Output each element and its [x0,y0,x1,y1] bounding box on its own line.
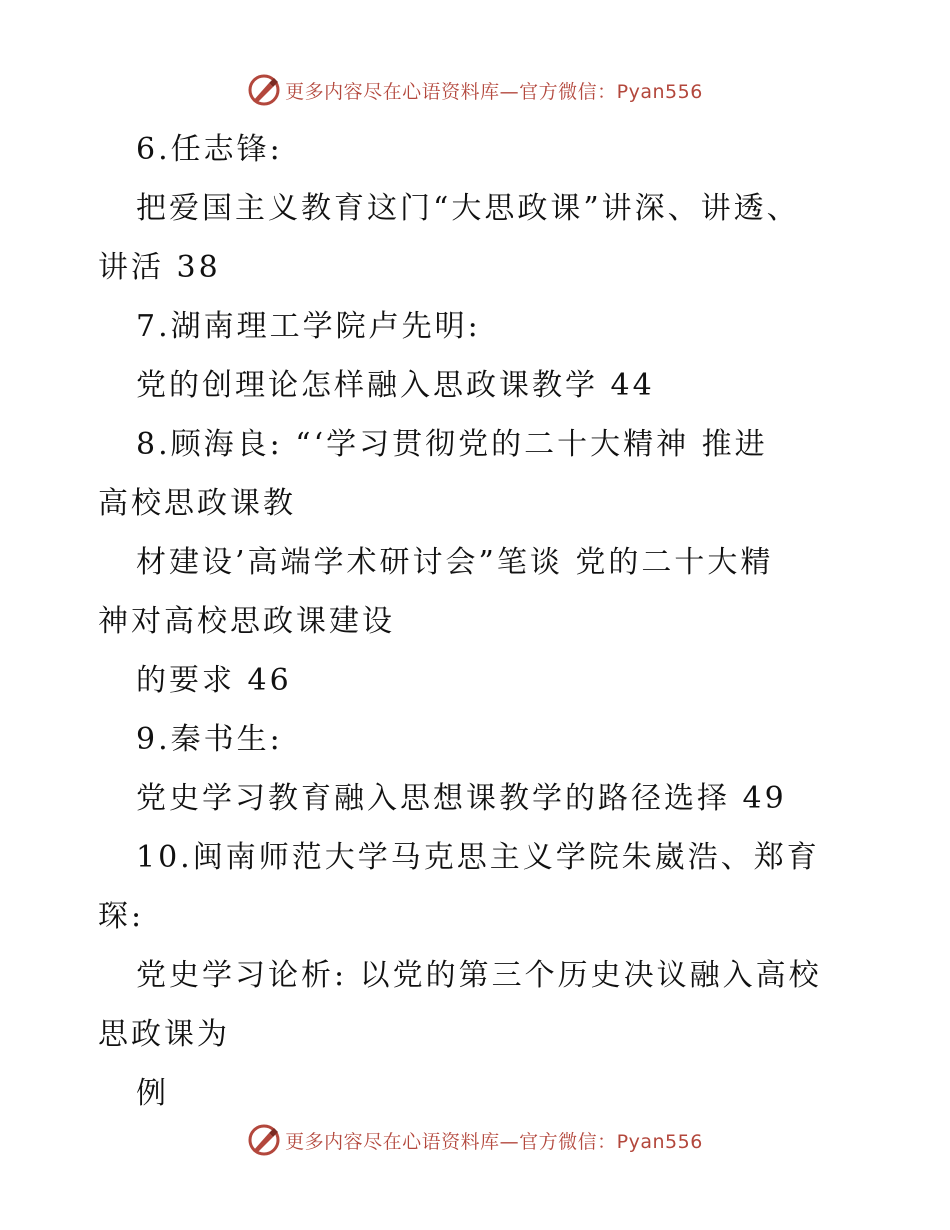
doc-line: 6.任志锋: [136,132,283,167]
doc-line: 10.闽南师范大学马克思主义学院朱崴浩、郑育 [136,840,820,875]
doc-line: 讲活 38 [98,250,221,285]
doc-line: 把爱国主义教育这门“大思政课”讲深、讲透、 [136,191,800,226]
doc-line: 神对高校思政课建设 [98,604,395,639]
doc-line: 例 [136,1076,169,1111]
doc-line: 党的创理论怎样融入思政课教学 44 [136,368,655,403]
doc-line: 思政课为 [98,1017,230,1052]
watermark-text: 更多内容尽在心语资料库—官方微信：Pyan556 [285,1130,703,1153]
doc-line: 琛: [98,899,145,934]
doc-line: 8.顾海良: “‘学习贯彻党的二十大精神 推进 [136,427,768,462]
doc-line: 材建设’高端学术研讨会”笔谈 党的二十大精 [136,545,774,580]
doc-line: 的要求 46 [136,663,292,698]
header-watermark [0,70,950,110]
doc-line: 党史学习教育融入思想课教学的路径选择 49 [136,781,787,816]
pen-logo-icon [247,1123,281,1157]
footer-watermark [0,1120,950,1160]
pen-logo-icon [247,73,281,107]
doc-line: 党史学习论析: 以党的第三个历史决议融入高校 [136,958,822,993]
doc-line: 高校思政课教 [98,486,296,521]
document-body [98,120,858,1123]
doc-line: 9.秦书生: [136,722,283,757]
doc-line: 7.湖南理工学院卢先明: [136,309,481,344]
watermark-text: 更多内容尽在心语资料库—官方微信：Pyan556 [285,80,703,103]
